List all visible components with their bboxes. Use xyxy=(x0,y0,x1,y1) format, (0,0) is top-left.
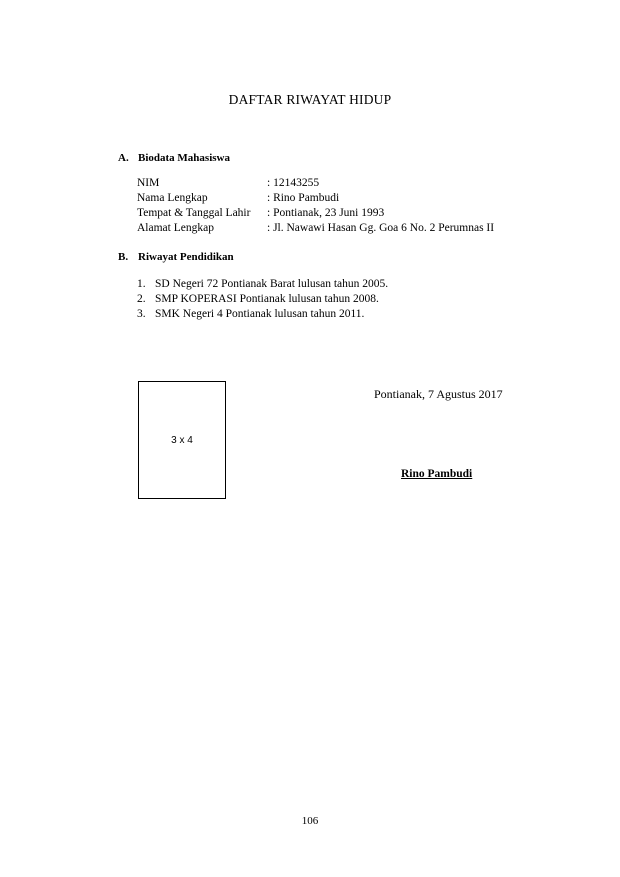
education-number: 3. xyxy=(137,308,146,320)
biodata-label: Nama Lengkap xyxy=(137,192,208,204)
biodata-label: Tempat & Tanggal Lahir xyxy=(137,207,251,219)
biodata-value: : 12143255 xyxy=(267,177,320,189)
biodata-row-address xyxy=(137,222,494,234)
place-date: Pontianak, 7 Agustus 2017 xyxy=(374,387,503,401)
page-number: 106 xyxy=(301,815,319,827)
education-text: SD Negeri 72 Pontianak Barat lulusan tahun 2005. xyxy=(155,278,389,290)
biodata-label: NIM xyxy=(137,177,160,189)
education-item xyxy=(137,278,388,290)
section-a-letter: A. xyxy=(118,152,129,164)
biodata-row-nim xyxy=(137,177,319,189)
biodata-value: : Rino Pambudi xyxy=(267,192,340,204)
page-title: DAFTAR RIWAYAT HIDUP xyxy=(228,92,392,107)
signer-name: Rino Pambudi xyxy=(401,468,473,480)
education-text: SMK Negeri 4 Pontianak lulusan tahun 2011. xyxy=(155,308,365,320)
section-b-heading xyxy=(118,251,234,263)
education-item xyxy=(137,293,379,305)
photo-placeholder xyxy=(138,381,226,499)
photo-size-label: 3 x 4 xyxy=(171,434,193,446)
education-text: SMP KOPERASI Pontianak lulusan tahun 2008. xyxy=(155,293,379,305)
education-item xyxy=(137,308,364,320)
section-a-title: Biodata Mahasiswa xyxy=(138,152,230,164)
biodata-label: Alamat Lengkap xyxy=(137,222,214,234)
section-b-title: Riwayat Pendidikan xyxy=(138,251,234,263)
education-number: 1. xyxy=(137,278,146,290)
biodata-value: : Jl. Nawawi Hasan Gg. Goa 6 No. 2 Perumnas II xyxy=(267,222,495,234)
section-b-letter: B. xyxy=(118,251,129,263)
biodata-row-name xyxy=(137,192,339,204)
biodata-value: : Pontianak, 23 Juni 1993 xyxy=(267,207,385,219)
biodata-row-birth xyxy=(137,207,384,219)
section-a-heading xyxy=(118,152,230,164)
education-number: 2. xyxy=(137,293,146,305)
